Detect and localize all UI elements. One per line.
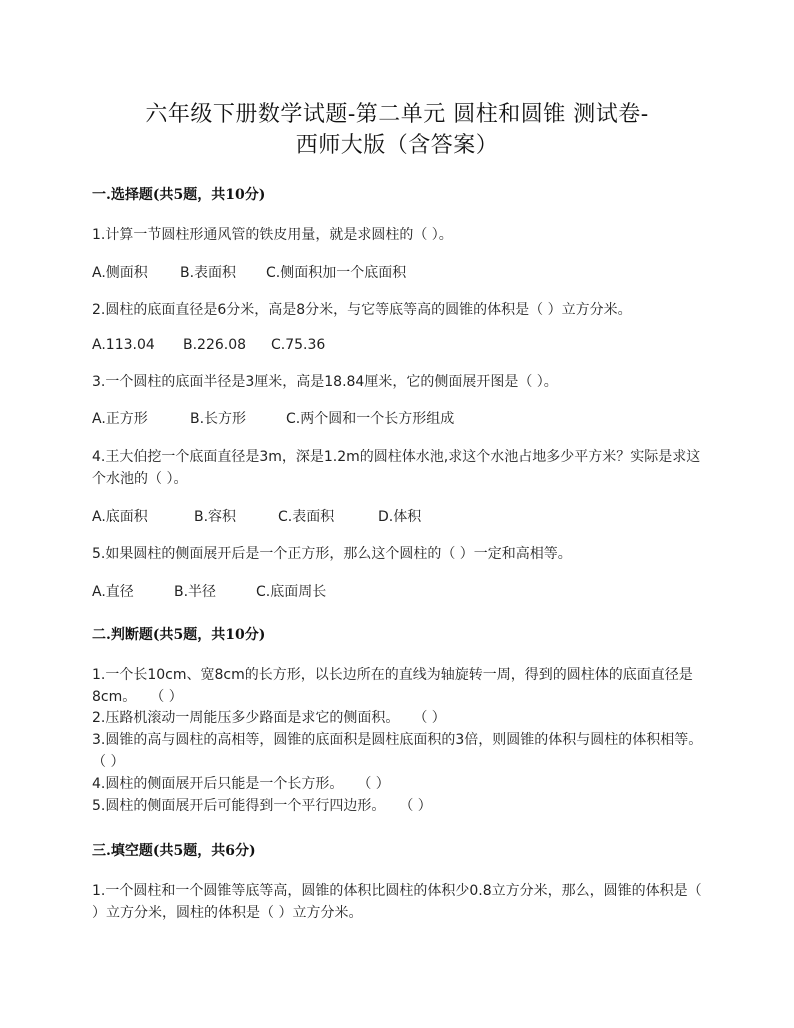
option: D.体积 bbox=[378, 509, 422, 525]
option: A.直径 bbox=[92, 584, 134, 600]
option: C.底面周长 bbox=[256, 584, 327, 600]
option: A.底面积 bbox=[92, 509, 148, 525]
section-heading-choice: 一.选择题(共5题，共10分) bbox=[92, 187, 266, 203]
choice-question-4: 4.王大伯挖一个底面直径是3m，深是1.2m的圆柱体水池,求这个水池占地多少平方米？实际是求这个水池的（ ）。 bbox=[92, 449, 701, 487]
judgement-question-4: 4.圆柱的侧面展开后只能是一个长方形。 （ ） bbox=[92, 776, 390, 792]
document-title-line-2: 西师大版（含答案） bbox=[295, 133, 499, 158]
choice-options-3 bbox=[92, 408, 454, 428]
choice-options-4 bbox=[92, 506, 421, 526]
choice-question-1: 1.计算一节圆柱形通风管的铁皮用量，就是求圆柱的（ ）。 bbox=[92, 227, 453, 243]
option: B.半径 bbox=[174, 584, 217, 600]
option: A.侧面积 bbox=[92, 265, 148, 281]
option: B.长方形 bbox=[190, 411, 247, 427]
option: A.正方形 bbox=[92, 411, 148, 427]
option: B.表面积 bbox=[180, 265, 237, 281]
section-heading-fill-in: 三.填空题(共5题，共6分) bbox=[92, 843, 256, 859]
option: C.表面积 bbox=[278, 509, 335, 525]
option: C.75.36 bbox=[271, 337, 326, 353]
choice-options-5 bbox=[92, 581, 326, 601]
option: C.侧面积加一个底面积 bbox=[266, 265, 407, 281]
judgement-question-2: 2.压路机滚动一周能压多少路面是求它的侧面积。 （ ） bbox=[92, 710, 446, 726]
judgement-question-3: 3.圆锥的高与圆柱的高相等，圆锥的底面积是圆柱底面积的3倍，则圆锥的体积与圆柱的体积相等。 （ ） bbox=[92, 732, 724, 770]
option: B.226.08 bbox=[183, 337, 247, 353]
judgement-question-5: 5.圆柱的侧面展开后可能得到一个平行四边形。 （ ） bbox=[92, 798, 432, 814]
choice-question-5: 5.如果圆柱的侧面展开后是一个正方形，那么这个圆柱的（ ）一定和高相等。 bbox=[92, 546, 572, 562]
section-heading-judgement: 二.判断题(共5题，共10分) bbox=[92, 627, 266, 643]
choice-options-1 bbox=[92, 262, 406, 282]
choice-options-2 bbox=[92, 337, 325, 353]
choice-question-3: 3.一个圆柱的底面半径是3厘米，高是18.84厘米，它的侧面展开图是（ ）。 bbox=[92, 374, 558, 390]
option: B.容积 bbox=[194, 509, 237, 525]
fill-in-question-1: 1.一个圆柱和一个圆锥等底等高，圆锥的体积比圆柱的体积少0.8立方分米，那么，圆锥的体积是（ ）立方分米，圆柱的体积是（ ）立方分米。 bbox=[92, 883, 702, 921]
option: C.两个圆和一个长方形组成 bbox=[286, 411, 455, 427]
choice-question-2: 2.圆柱的底面直径是6分米，高是8分米，与它等底等高的圆锥的体积是（ ）立方分米。 bbox=[92, 302, 632, 318]
judgement-question-1: 1.一个长10cm、宽8cm的长方形，以长边所在的直线为轴旋转一周，得到的圆柱体的底面直径是8cm。 （ ） bbox=[92, 667, 693, 705]
document-title-line-1: 六年级下册数学试题-第二单元 圆柱和圆锥 测试卷- bbox=[145, 102, 649, 127]
option: A.113.04 bbox=[92, 337, 155, 353]
